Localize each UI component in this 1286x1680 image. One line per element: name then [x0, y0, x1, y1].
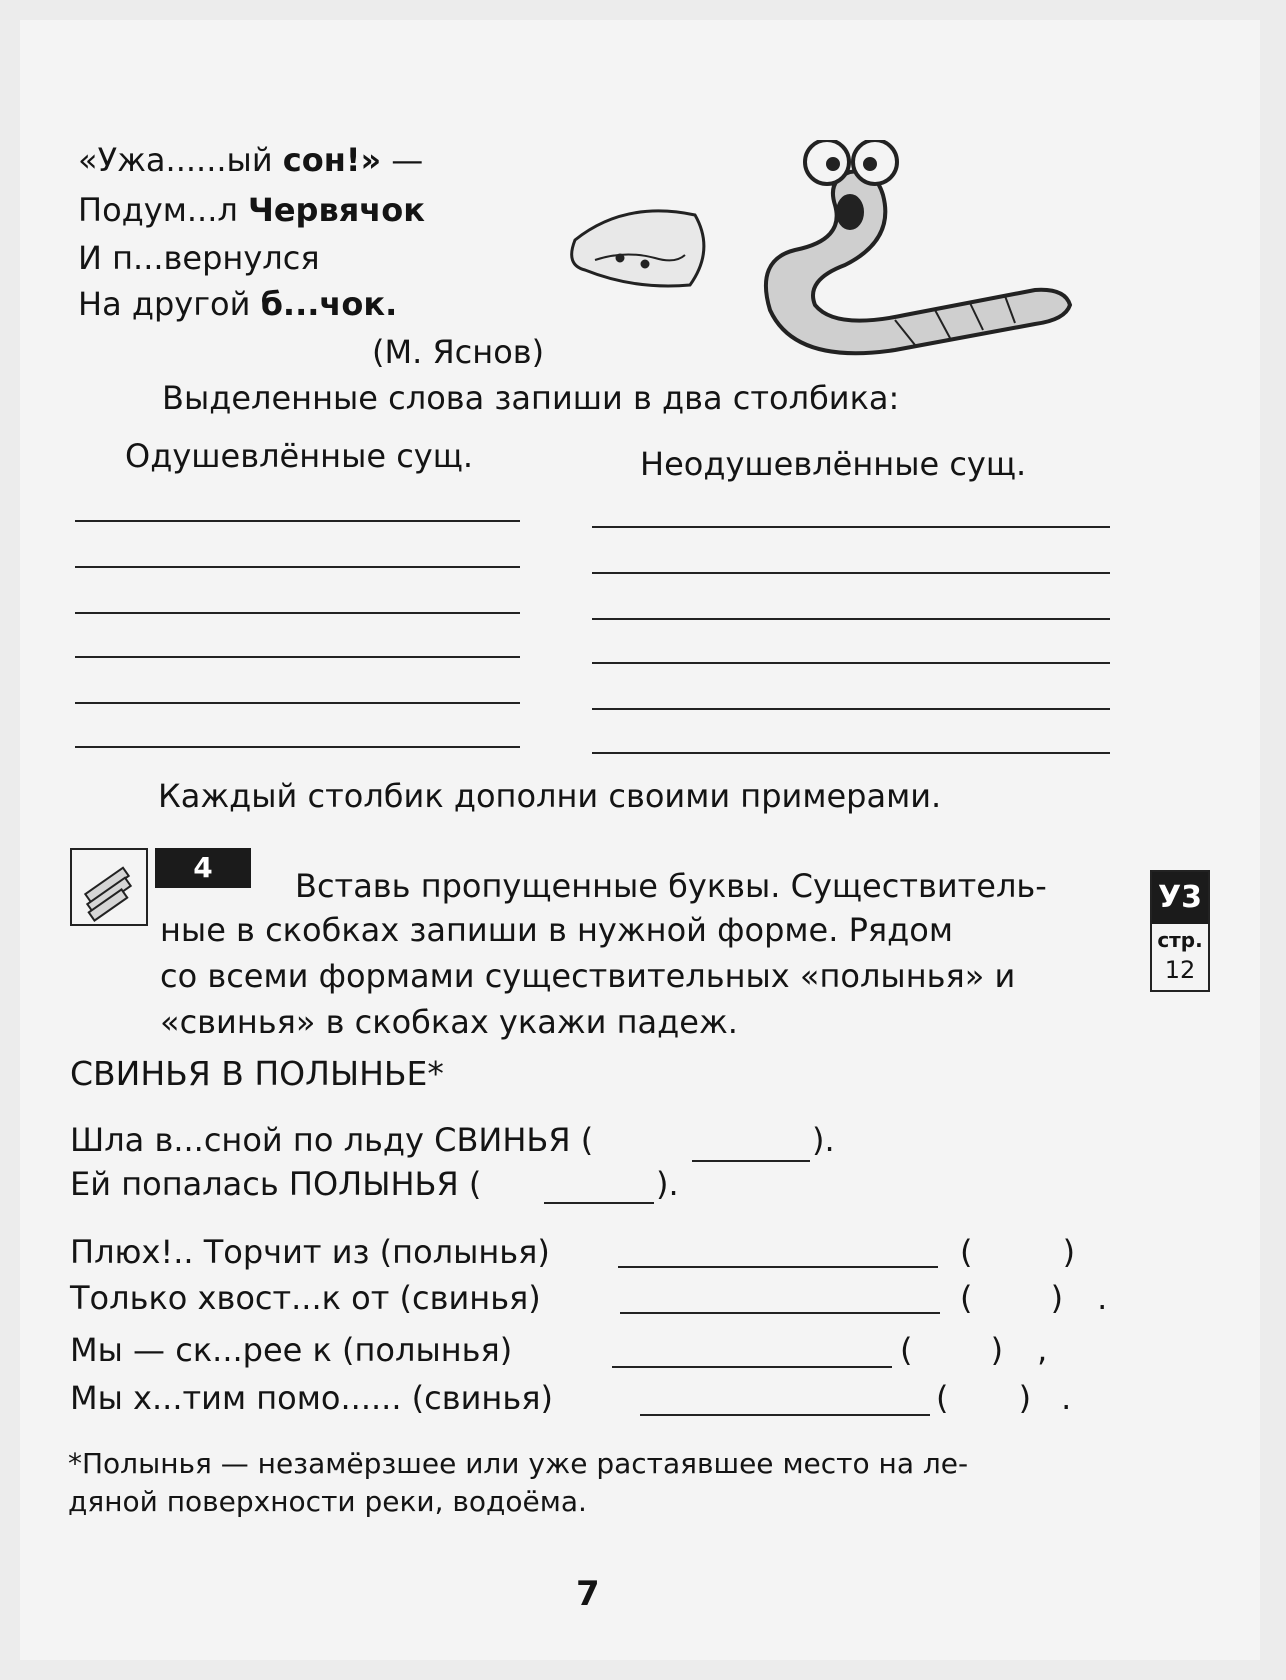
poem-line-2: Подум...л Червячок	[78, 191, 425, 229]
answer-line[interactable]	[592, 572, 1110, 574]
footnote-line-2: дяной поверхности реки, водоёма.	[68, 1485, 587, 1518]
answer-line[interactable]	[592, 752, 1110, 754]
answer-line[interactable]	[592, 526, 1110, 528]
poem-line-3: И п...вернулся	[78, 239, 320, 277]
task-number: 4	[155, 848, 251, 888]
answer-line[interactable]	[592, 708, 1110, 710]
answer-line[interactable]	[592, 662, 1110, 664]
poem-line-4: На другой б...чок.	[78, 285, 398, 323]
pencils-icon	[70, 848, 148, 926]
word-answer-line[interactable]	[618, 1266, 938, 1268]
footnote-line-1: *Полынья — незамёрзшее или уже растаявшее место на ле-	[68, 1447, 969, 1480]
case-answer-line[interactable]	[544, 1202, 654, 1204]
poem2-line-4-end: ( ).	[960, 1279, 1142, 1317]
answer-line[interactable]	[75, 612, 520, 614]
task-text-line-4: «свинья» в скобках укажи падеж.	[160, 1003, 738, 1041]
worm-icon	[766, 140, 1070, 353]
task-text-line-2: ные в скобках запиши в нужной форме. Рядом	[160, 911, 953, 949]
answer-line[interactable]	[75, 520, 520, 522]
pillow-icon	[572, 211, 704, 286]
poem2-line-3-end: ( )	[960, 1233, 1116, 1271]
badge-page-label: стр.	[1157, 928, 1203, 952]
poem2-line-3: Плюх!.. Торчит из (полынья)	[70, 1233, 550, 1271]
task-text-line-3: со всеми формами существительных «полынья» и	[160, 957, 1016, 995]
reference-badge	[1150, 870, 1210, 992]
poem-author: (М. Яснов)	[372, 333, 545, 371]
poem2-line-5-end: ( ),	[900, 1331, 1082, 1369]
instruction-columns: Выделенные слова запиши в два столбика:	[162, 379, 900, 417]
answer-line[interactable]	[592, 618, 1110, 620]
word-answer-line[interactable]	[612, 1366, 892, 1368]
poem2-line-6: Мы х...тим помо...... (свинья)	[70, 1379, 553, 1417]
poem2-line-2-end: ).	[656, 1165, 679, 1203]
poem2-line-4: Только хвост...к от (свинья)	[70, 1279, 541, 1317]
column-header-animate: Одушевлённые сущ.	[125, 437, 474, 475]
answer-line[interactable]	[75, 566, 520, 568]
answer-line[interactable]	[75, 702, 520, 704]
poem2-line-1-end: ).	[812, 1121, 835, 1159]
column-header-inanimate: Неодушевлённые сущ.	[640, 445, 1027, 483]
poem2-line-2: Ей попалась ПОЛЫНЬЯ (	[70, 1165, 482, 1203]
poem-line-1: «Ужа......ый сон!» —	[78, 141, 424, 179]
task-text-line-1: Вставь пропущенные буквы. Существитель-	[295, 867, 1047, 905]
badge-code: У3	[1152, 872, 1208, 924]
page-number: 7	[576, 1574, 600, 1614]
poem2-line-5: Мы — ск...рее к (полынья)	[70, 1331, 513, 1369]
poem2-line-1: Шла в...сной по льду СВИНЬЯ (	[70, 1121, 594, 1159]
case-answer-line[interactable]	[692, 1160, 810, 1162]
word-answer-line[interactable]	[640, 1414, 930, 1416]
answer-line[interactable]	[75, 656, 520, 658]
poem-title: СВИНЬЯ В ПОЛЫНЬЕ*	[70, 1054, 444, 1093]
instruction-add-examples: Каждый столбик дополни своими примерами.	[158, 777, 942, 815]
word-answer-line[interactable]	[620, 1312, 940, 1314]
badge-page-number: 12	[1164, 956, 1196, 984]
worm-pillow-illustration	[565, 140, 1125, 360]
poem2-line-6-end: ( ).	[936, 1379, 1102, 1417]
answer-line[interactable]	[75, 746, 520, 748]
